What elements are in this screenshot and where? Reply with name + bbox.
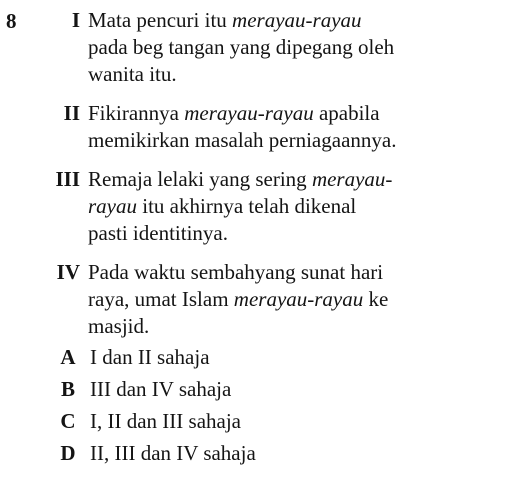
option-letter: A (60, 345, 76, 369)
statement-text (88, 100, 396, 154)
option-a[interactable] (56, 344, 356, 370)
statement-ii (0, 100, 513, 154)
statement-line: memikirkan masalah perniagaannya. (88, 128, 397, 152)
statement-roman: II (63, 101, 80, 125)
option-b[interactable] (56, 376, 356, 402)
statement-line: Remaja lelaki yang sering merayau- (88, 167, 393, 191)
statement-line: masjid. (88, 314, 150, 338)
option-text: I dan II sahaja (90, 345, 210, 369)
option-letter: B (60, 377, 75, 401)
statement-line: Pada waktu sembahyang sunat hari (88, 260, 384, 284)
statement-text (88, 166, 392, 247)
statement-roman: I (71, 8, 80, 32)
statement-iii (0, 166, 513, 247)
option-text: I, II dan III sahaja (90, 409, 241, 433)
option-text: III dan IV sahaja (90, 377, 232, 401)
statement-line: pasti identitinya. (88, 221, 228, 245)
statement-line: raya, umat Islam merayau-rayau ke (88, 287, 389, 311)
option-d[interactable] (56, 440, 356, 466)
option-letter: D (60, 441, 76, 465)
statement-line: Fikirannya merayau-rayau apabila (88, 101, 380, 125)
statement-roman: IV (56, 260, 80, 284)
statement-text (88, 259, 388, 340)
statement-text (88, 7, 394, 88)
statement-roman: III (55, 167, 80, 191)
statement-i (0, 7, 513, 88)
option-c[interactable] (56, 408, 356, 434)
option-letter: C (60, 409, 76, 433)
statement-line: wanita itu. (88, 62, 177, 86)
statement-line: pada beg tangan yang dipegang oleh (88, 35, 395, 59)
option-text: II, III dan IV sahaja (90, 441, 256, 465)
question-number: 8 (6, 9, 17, 33)
statement-iv (0, 259, 513, 340)
statement-line: Mata pencuri itu merayau-rayau (88, 8, 362, 32)
statement-line: rayau itu akhirnya telah dikenal (88, 194, 357, 218)
